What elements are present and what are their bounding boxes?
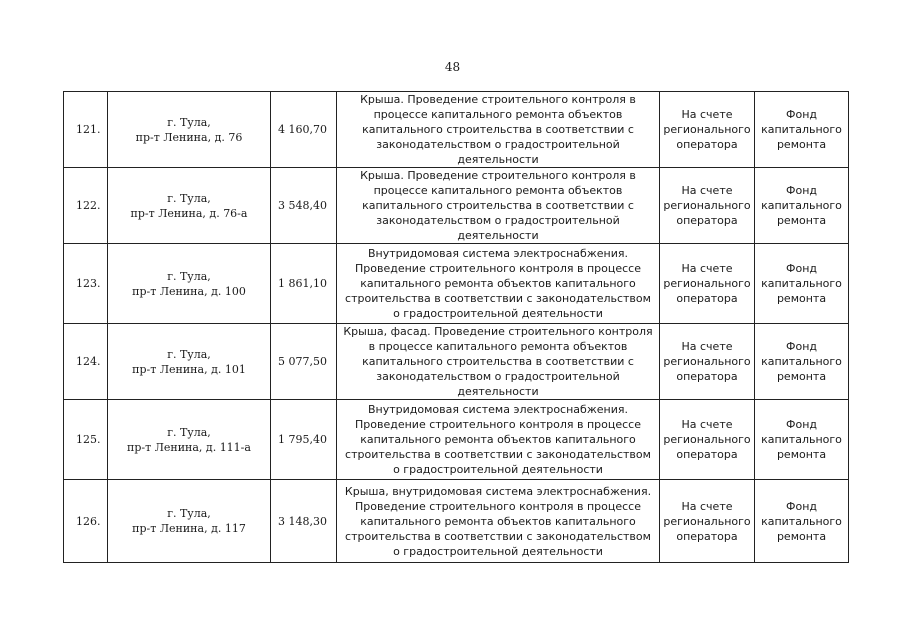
table-row <box>64 92 849 168</box>
area-value: 5 077,50 <box>271 324 337 400</box>
table-row <box>64 480 849 563</box>
account-type: На счете регионального оператора <box>660 324 755 400</box>
row-number: 125. <box>64 400 108 480</box>
table-row <box>64 244 849 324</box>
address-street: пр-т Ленина, д. 101 <box>132 362 246 376</box>
work-description: Внутридомовая система электроснабжения. Проведение строительного контроля в процессе капитального ремонта объектов капитального строительства в соответствии с законодательством о градостроительной деятельности <box>337 400 660 480</box>
account-type: На счете регионального оператора <box>660 480 755 563</box>
row-number: 123. <box>64 244 108 324</box>
funding-source: Фонд капитального ремонта <box>755 324 849 400</box>
funding-source: Фонд капитального ремонта <box>755 480 849 563</box>
address-cell <box>108 168 271 244</box>
work-description: Крыша, внутридомовая система электроснабжения. Проведение строительного контроля в процессе капитального ремонта объектов капитального строительства в соответствии с законодательством о градостроительной деятельности <box>337 480 660 563</box>
row-number: 126. <box>64 480 108 563</box>
work-description: Внутридомовая система электроснабжения. Проведение строительного контроля в процессе капитального ремонта объектов капитального строительства в соответствии с законодательством о градостроительной деятельности <box>337 244 660 324</box>
work-description: Крыша. Проведение строительного контроля в процессе капитального ремонта объектов капитального строительства в соответствии с законодательством о градостроительной деятельности <box>337 168 660 244</box>
funding-source: Фонд капитального ремонта <box>755 400 849 480</box>
account-type: На счете регионального оператора <box>660 400 755 480</box>
area-value: 1 861,10 <box>271 244 337 324</box>
address-city: г. Тула, <box>167 507 211 520</box>
row-number: 121. <box>64 92 108 168</box>
row-number: 122. <box>64 168 108 244</box>
address-cell <box>108 244 271 324</box>
row-number: 124. <box>64 324 108 400</box>
funding-source: Фонд капитального ремонта <box>755 92 849 168</box>
funding-source: Фонд капитального ремонта <box>755 244 849 324</box>
address-street: пр-т Ленина, д. 100 <box>132 284 246 298</box>
address-city: г. Тула, <box>167 191 211 205</box>
account-type: На счете регионального оператора <box>660 92 755 168</box>
address-cell <box>108 92 271 168</box>
area-value: 3 548,40 <box>271 168 337 244</box>
address-street: пр-т Ленина, д. 76-а <box>130 206 248 220</box>
area-value: 3 148,30 <box>271 480 337 563</box>
table-row <box>64 400 849 480</box>
table-row <box>64 324 849 400</box>
work-description: Крыша. Проведение строительного контроля в процессе капитального ремонта объектов капитального строительства в соответствии с законодательством о градостроительной деятельности <box>337 92 660 168</box>
address-street: пр-т Ленина, д. 111-а <box>127 440 251 454</box>
area-value: 4 160,70 <box>271 92 337 168</box>
address-cell <box>108 480 271 563</box>
address-street: пр-т Ленина, д. 76 <box>135 130 243 144</box>
address-city: г. Тула, <box>167 425 211 439</box>
account-type: На счете регионального оператора <box>660 244 755 324</box>
address-city: г. Тула, <box>167 347 211 361</box>
address-cell <box>108 324 271 400</box>
table-row <box>64 168 849 244</box>
funding-source: Фонд капитального ремонта <box>755 168 849 244</box>
area-value: 1 795,40 <box>271 400 337 480</box>
address-cell <box>108 400 271 480</box>
address-city: г. Тула, <box>167 115 211 129</box>
work-description: Крыша, фасад. Проведение строительного контроля в процессе капитального ремонта объектов капитального строительства в соответствии с законодательством о градостроительной деятельности <box>337 324 660 400</box>
capital-repair-table <box>63 91 849 563</box>
address-street: пр-т Ленина, д. 117 <box>132 522 246 535</box>
address-city: г. Тула, <box>167 269 211 283</box>
page-number: 48 <box>444 60 461 74</box>
account-type: На счете регионального оператора <box>660 168 755 244</box>
